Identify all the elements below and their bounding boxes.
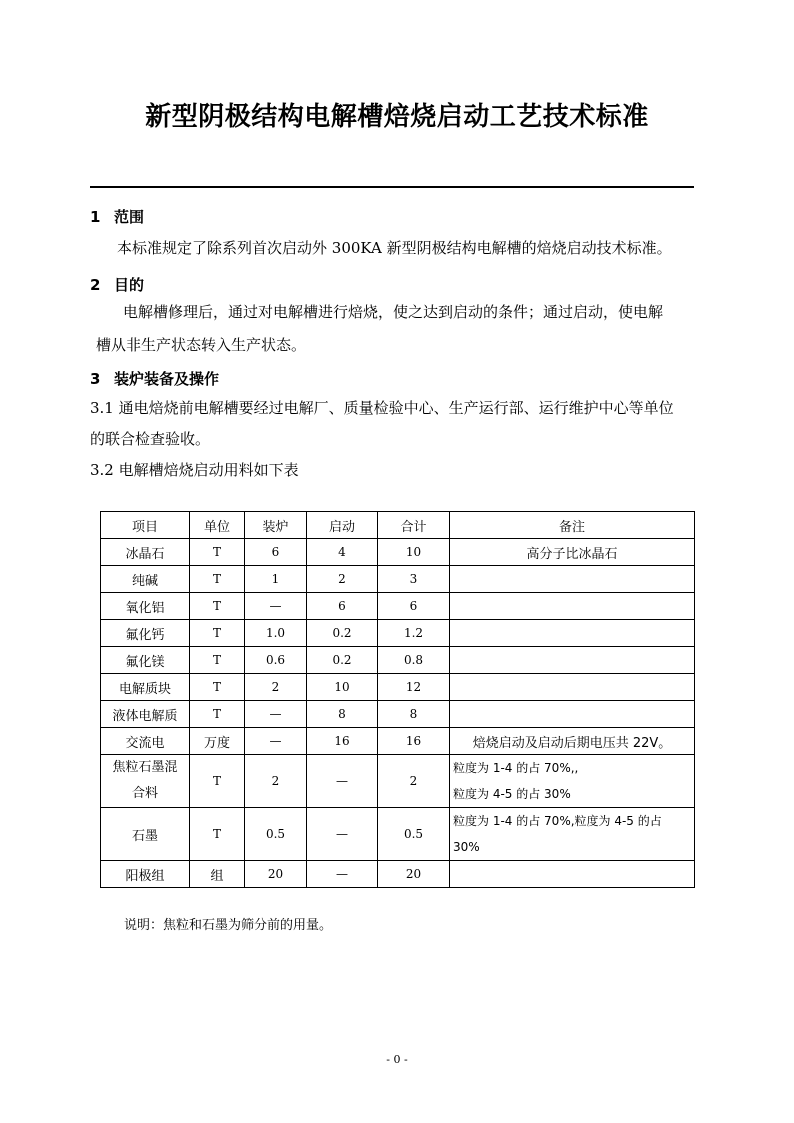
cell-load: 1.0 bbox=[245, 620, 307, 647]
cell-note-line-2: 粒度为 4-5 的占 30% bbox=[453, 787, 571, 801]
cell-unit: 万度 bbox=[190, 728, 245, 755]
cell-note bbox=[450, 755, 695, 808]
cell-item: 交流电 bbox=[101, 728, 190, 755]
cell-note: 焙烧启动及启动后期电压共 22V。 bbox=[450, 728, 695, 755]
section-1-number: 1 bbox=[90, 208, 101, 226]
cell-load: 1 bbox=[245, 566, 307, 593]
cell-start: 0.2 bbox=[307, 620, 378, 647]
cell-start: — bbox=[307, 808, 378, 861]
cell-total: 16 bbox=[378, 728, 450, 755]
cell-note-line-2: 30% bbox=[453, 840, 480, 854]
table-row bbox=[101, 593, 695, 620]
cell-unit: 组 bbox=[190, 861, 245, 888]
cell-note bbox=[450, 593, 695, 620]
table-row bbox=[101, 674, 695, 701]
cell-load: 0.5 bbox=[245, 808, 307, 861]
cell-unit: T bbox=[190, 566, 245, 593]
cell-unit: T bbox=[190, 701, 245, 728]
cell-item-line-2: 合料 bbox=[131, 786, 158, 801]
table-row bbox=[101, 647, 695, 674]
table-row bbox=[101, 701, 695, 728]
table-row bbox=[101, 539, 695, 566]
title-divider bbox=[90, 186, 694, 188]
cell-item: 电解质块 bbox=[101, 674, 190, 701]
section-1-heading bbox=[90, 206, 144, 227]
section-3-heading bbox=[90, 368, 219, 389]
cell-load: 2 bbox=[245, 674, 307, 701]
cell-start: 8 bbox=[307, 701, 378, 728]
cell-load: — bbox=[245, 728, 307, 755]
header-unit: 单位 bbox=[190, 512, 245, 539]
section-3-number: 3 bbox=[90, 370, 101, 388]
cell-unit: T bbox=[190, 620, 245, 647]
cell-start: 10 bbox=[307, 674, 378, 701]
cell-start: 6 bbox=[307, 593, 378, 620]
document-title: 新型阴极结构电解槽焙烧启动工艺技术标准 bbox=[145, 102, 649, 132]
header-item: 项目 bbox=[101, 512, 190, 539]
table-row bbox=[101, 620, 695, 647]
section-2-paragraph-line-1: 电解槽修理后，通过对电解槽进行焙烧，使之达到启动的条件；通过启动，使电解 bbox=[123, 303, 664, 321]
cell-load: 20 bbox=[245, 861, 307, 888]
cell-total: 10 bbox=[378, 539, 450, 566]
cell-item bbox=[101, 755, 190, 808]
cell-note bbox=[450, 620, 695, 647]
cell-item: 纯碱 bbox=[101, 566, 190, 593]
cell-item: 液体电解质 bbox=[101, 701, 190, 728]
header-load: 装炉 bbox=[245, 512, 307, 539]
section-1-paragraph: 本标准规定了除系列首次启动外 300KA 新型阴极结构电解槽的焙烧启动技术标准。 bbox=[117, 239, 672, 257]
table-row bbox=[101, 808, 695, 861]
cell-unit: T bbox=[190, 755, 245, 808]
cell-load: — bbox=[245, 701, 307, 728]
cell-start: 4 bbox=[307, 539, 378, 566]
cell-total: 0.8 bbox=[378, 647, 450, 674]
cell-note bbox=[450, 674, 695, 701]
cell-item: 冰晶石 bbox=[101, 539, 190, 566]
cell-unit: T bbox=[190, 539, 245, 566]
header-note: 备注 bbox=[450, 512, 695, 539]
cell-total: 6 bbox=[378, 593, 450, 620]
cell-note bbox=[450, 701, 695, 728]
cell-item-line-1: 焦粒石墨混 bbox=[112, 760, 178, 775]
table-row bbox=[101, 728, 695, 755]
section-2-heading bbox=[90, 274, 144, 295]
cell-unit: T bbox=[190, 593, 245, 620]
table-row bbox=[101, 566, 695, 593]
cell-note-line-1: 粒度为 1-4 的占 70%,粒度为 4-5 的占 bbox=[453, 814, 662, 828]
cell-total: 2 bbox=[378, 755, 450, 808]
cell-item: 氧化铝 bbox=[101, 593, 190, 620]
table-row bbox=[101, 861, 695, 888]
section-2-paragraph-line-2: 槽从非生产状态转入生产状态。 bbox=[96, 336, 307, 354]
cell-load: 0.6 bbox=[245, 647, 307, 674]
cell-total: 8 bbox=[378, 701, 450, 728]
section-3-1-line-1: 3.1 通电焙烧前电解槽要经过电解厂、质量检验中心、生产运行部、运行维护中心等单位 bbox=[90, 399, 674, 417]
cell-note: 高分子比冰晶石 bbox=[450, 539, 695, 566]
cell-load: 6 bbox=[245, 539, 307, 566]
cell-unit: T bbox=[190, 647, 245, 674]
cell-item: 石墨 bbox=[101, 808, 190, 861]
cell-start: 0.2 bbox=[307, 647, 378, 674]
table-header-row bbox=[101, 512, 695, 539]
section-2-number: 2 bbox=[90, 276, 101, 294]
section-3-1-line-2: 的联合检查验收。 bbox=[90, 430, 211, 448]
cell-total: 12 bbox=[378, 674, 450, 701]
cell-note-line-1: 粒度为 1-4 的占 70%,, bbox=[453, 761, 579, 775]
cell-start: 16 bbox=[307, 728, 378, 755]
section-1-title: 范围 bbox=[114, 208, 145, 226]
header-start: 启动 bbox=[307, 512, 378, 539]
header-total: 合计 bbox=[378, 512, 450, 539]
cell-note bbox=[450, 566, 695, 593]
section-3-2-caption: 3.2 电解槽焙烧启动用料如下表 bbox=[90, 461, 299, 479]
cell-load: 2 bbox=[245, 755, 307, 808]
section-2-title: 目的 bbox=[114, 276, 145, 294]
materials-table bbox=[100, 511, 695, 888]
cell-unit: T bbox=[190, 674, 245, 701]
cell-item: 氟化镁 bbox=[101, 647, 190, 674]
cell-total: 1.2 bbox=[378, 620, 450, 647]
cell-note bbox=[450, 647, 695, 674]
cell-note bbox=[450, 861, 695, 888]
section-3-title: 装炉装备及操作 bbox=[114, 370, 220, 388]
cell-unit: T bbox=[190, 808, 245, 861]
cell-note bbox=[450, 808, 695, 861]
cell-item: 氟化钙 bbox=[101, 620, 190, 647]
page-number: - 0 - bbox=[386, 1053, 408, 1066]
cell-item: 阳极组 bbox=[101, 861, 190, 888]
cell-total: 20 bbox=[378, 861, 450, 888]
cell-total: 0.5 bbox=[378, 808, 450, 861]
table-footnote: 说明：焦粒和石墨为筛分前的用量。 bbox=[124, 918, 333, 933]
cell-start: 2 bbox=[307, 566, 378, 593]
cell-start: — bbox=[307, 861, 378, 888]
cell-total: 3 bbox=[378, 566, 450, 593]
cell-load: — bbox=[245, 593, 307, 620]
table-row bbox=[101, 755, 695, 808]
cell-start: — bbox=[307, 755, 378, 808]
